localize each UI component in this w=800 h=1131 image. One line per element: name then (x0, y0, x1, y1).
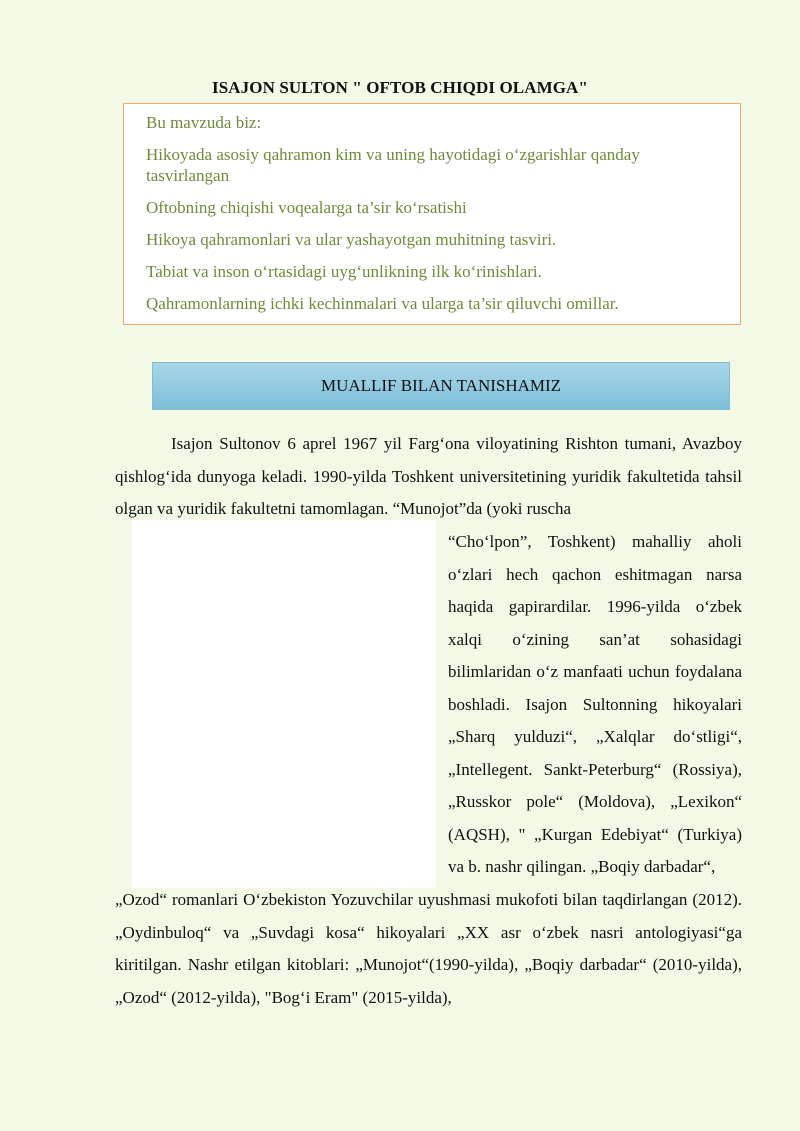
objective-item: Qahramonlarning ichki kechinmalari va ularga ta’sir qiluvchi omillar. (146, 294, 619, 313)
author-paragraph-bottom: „Ozod“ romanlari O‘zbekiston Yozuvchilar uyushmasi mukofoti bilan taqdirlangan (2012). „Oydinbuloq“ va „Suvdagi kosa“ hikoyalari „XX asr o‘zbek nasri antologiyasi“ga kiritilgan. Nashr etilgan kitoblari: „Munojot“(1990-yilda), „Boqiy darbadar“ (2010-yilda), „Ozod“ (2012-yilda), "Bog‘i Eram" (2015-yilda), (115, 890, 742, 1007)
objectives-intro: Bu mavzuda biz: (146, 113, 262, 132)
section-heading-banner (152, 362, 730, 410)
objective-item: Oftobning chiqishi voqealarga ta’sir ko‘rsatishi (146, 198, 467, 217)
author-paragraph-top (115, 428, 742, 526)
author-photo-placeholder (132, 520, 436, 888)
author-paragraph-wrapped: “Cho‘lpon”, Toshkent) mahalliy aholi o‘zlari hech qachon eshitmagan narsa haqida gapirardilar. 1996-yilda o‘zbek xalqi o‘zining san’at sohasidagi bilimlaridan o‘z manfaati uchun foydalana boshladi. Isajon Sultonning hikoyalari „Sharq yulduzi“, „Xalqlar do‘stligi“, „Intellegent. Sankt-Peterburg“ (Rossiya), „Russkor pole“ (Moldova), „Lexikon“ (AQSH), " „Kurgan Edebiyat“ (Turkiya) va b. nashr qilingan. „Boqiy darbadar“, (448, 532, 742, 876)
author-paragraph-top-text: Isajon Sultonov 6 aprel 1967 yil Farg‘ona viloyatining Rishton tumani, Avazboy qishlog‘ida dunyoga keladi. 1990-yilda Toshkent universitetining yuridik fakultetida tahsil olgan va yuridik fakultetni tamomlagan. “Munojot”da (yoki ruscha (115, 434, 742, 518)
objective-item: Tabiat va inson o‘rtasidagi uyg‘unlikning ilk ko‘rinishlari. (146, 262, 542, 281)
objective-item: Hikoyada asosiy qahramon kim va uning hayotidagi o‘zgarishlar qanday tasvirlangan (146, 145, 640, 185)
objective-item: Hikoya qahramonlari va ular yashayotgan muhitning tasviri. (146, 230, 557, 249)
section-heading: MUALLIF BILAN TANISHAMIZ (320, 376, 562, 395)
objectives-box (123, 103, 741, 325)
page-title: ISAJON SULTON " OFTOB CHIQDI OLAMGA" (212, 78, 588, 97)
